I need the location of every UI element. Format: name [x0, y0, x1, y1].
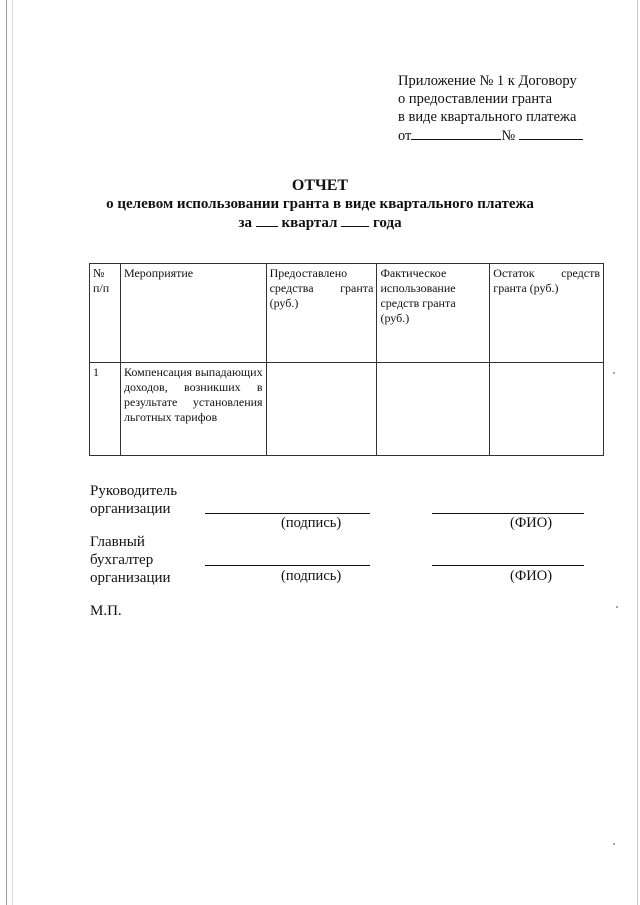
head-name-line — [432, 513, 584, 514]
quarter-blank — [256, 213, 278, 227]
head-signature-caption: (подпись) — [281, 515, 342, 531]
scan-edge — [637, 0, 638, 905]
scan-speck — [613, 843, 615, 845]
scan-speck — [613, 372, 615, 374]
head-name-caption: (ФИО) — [510, 515, 553, 531]
header-cell-provided: Предоставлено средства гранта (руб.) — [266, 264, 377, 363]
date-prefix: от — [398, 128, 412, 144]
report-heading: ОТЧЕТ — [291, 177, 349, 194]
report-title-block — [0, 177, 640, 232]
date-blank — [411, 126, 501, 140]
cell-used — [377, 363, 490, 456]
number-prefix: № — [501, 128, 516, 144]
head-label: Руководитель организации — [90, 483, 178, 517]
accountant-signature-line — [205, 565, 370, 566]
stamp-place: М.П. — [90, 603, 122, 619]
cell-activity: Компенсация выпадающих доходов, возникших в результате установления льготных тарифов — [120, 363, 266, 456]
report-subtitle: о целевом использовании гранта в виде квартального платежа — [106, 196, 534, 212]
appendix-line: в виде квартального платежа — [398, 109, 577, 125]
report-table — [89, 263, 604, 456]
accountant-signature-caption: (подпись) — [281, 568, 342, 584]
appendix-header — [398, 72, 583, 145]
scan-edge — [12, 0, 13, 905]
report-period: за квартал года — [238, 215, 402, 231]
header-cell-remaining: Остаток средств гранта (руб.) — [490, 264, 604, 363]
table-header-row — [90, 264, 604, 363]
appendix-line: о предоставлении гранта — [398, 91, 553, 107]
cell-number: 1 — [90, 363, 121, 456]
scan-speck — [616, 606, 618, 608]
year-blank — [341, 213, 369, 227]
scan-edge — [6, 0, 7, 905]
cell-provided — [266, 363, 377, 456]
accountant-name-line — [432, 565, 584, 566]
appendix-line: Приложение № 1 к Договору — [398, 73, 577, 89]
header-cell-number: № п/п — [90, 264, 121, 363]
number-blank — [519, 126, 583, 140]
header-cell-used: Фактическое использование средств гранта (руб.) — [377, 264, 490, 363]
header-cell-activity: Мероприятие — [120, 264, 266, 363]
accountant-name-caption: (ФИО) — [510, 568, 553, 584]
accountant-label: Главный бухгалтер организации — [90, 534, 171, 586]
cell-remaining — [490, 363, 604, 456]
head-signature-line — [205, 513, 370, 514]
appendix-date-number — [398, 126, 583, 145]
table-row — [90, 363, 604, 456]
